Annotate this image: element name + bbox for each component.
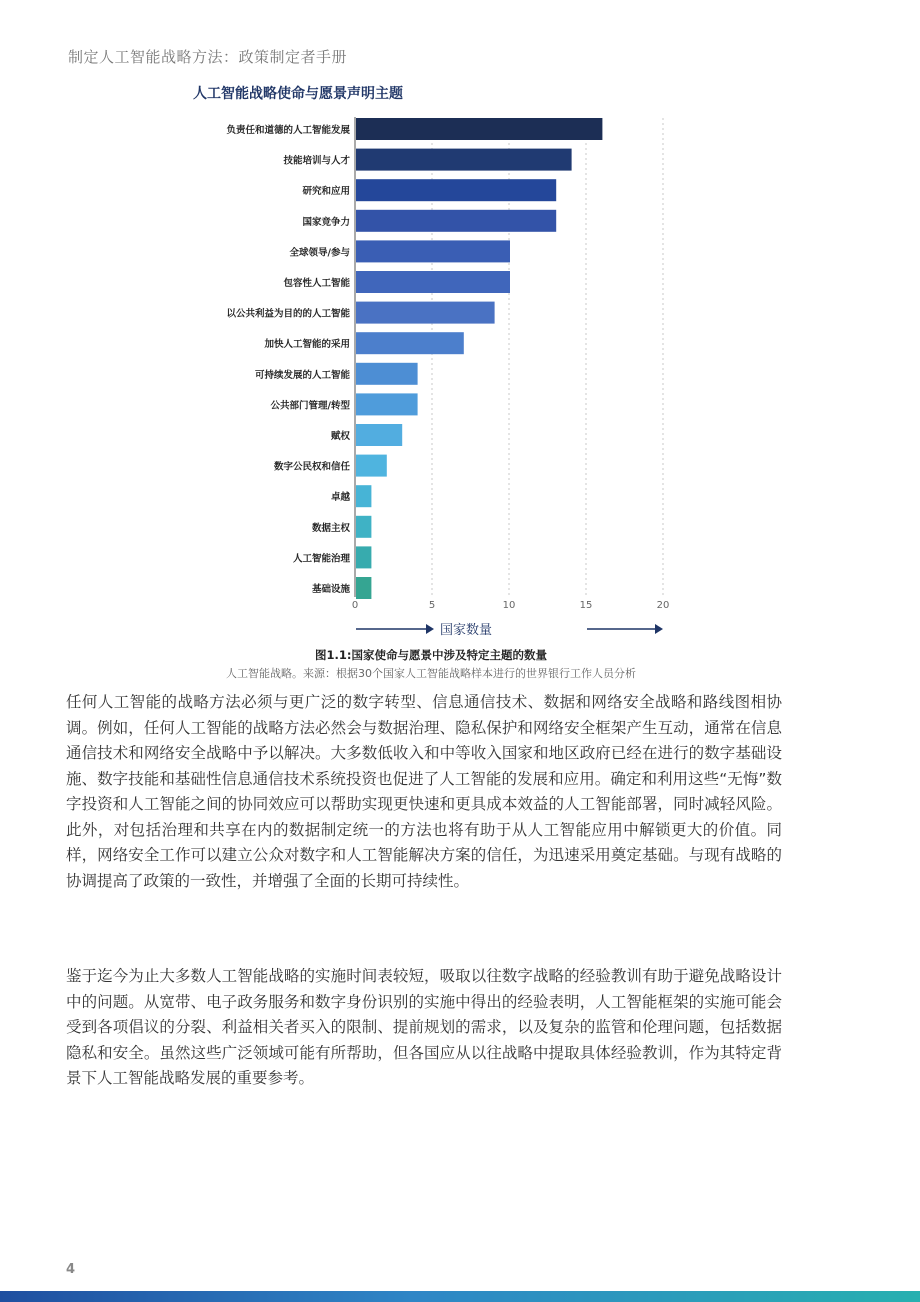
body-paragraph-1: 任何人工智能的战略方法必须与更广泛的数字转型、信息通信技术、数据和网络安全战略和路线图相协调。例如，任何人工智能的战略方法必然会与数据治理、隐私保护和网络安全框架产生互动，通常在信息通信技术和网络安全战略中予以解决。大多数低收入和中等收入国家和地区政府已经在进行的数字基础设施、数字技能和基础性信息通信技术系统投资也促进了人工智能的发展和应用。确定和利用这些“无悔”数字投资和人工智能之间的协同效应可以帮助实现更快速和更具成本效益的人工智能部署，同时减轻风险。此外，对包括治理和共享在内的数据制定统一的方法也将有助于从人工智能应用中解锁更大的价值。同样，网络安全工作可以建立公众对数字和人工智能解决方案的信任，为迅速采用奠定基础。与现有战略的协调提高了政策的一致性，并增强了全面的长期可持续性。 <box>66 693 782 890</box>
arrow-right-head <box>655 624 663 634</box>
bar <box>356 546 371 568</box>
bar <box>356 149 572 171</box>
bar <box>356 179 556 201</box>
category-label: 基础设施 <box>311 584 350 595</box>
bar <box>356 240 510 262</box>
bar <box>356 210 556 232</box>
category-label: 卓越 <box>330 492 350 504</box>
category-label: 数据主权 <box>311 522 350 534</box>
category-label: 数字公民权和信任 <box>273 461 350 473</box>
chart-category-labels <box>226 124 350 595</box>
category-label: 赋权 <box>330 431 350 442</box>
category-label: 全球领导/参与 <box>289 247 350 259</box>
bar-chart <box>0 0 920 645</box>
figure-source: 人工智能战略。来源：根据30个国家人工智能战略样本进行的世界银行工作人员分析 <box>226 667 636 680</box>
bar <box>356 424 402 446</box>
figure-caption: 图1.1:国家使命与愿景中涉及特定主题的数量 <box>315 648 547 662</box>
x-tick-label: 20 <box>656 600 670 611</box>
x-tick-label: 10 <box>502 600 516 611</box>
bar <box>356 577 371 599</box>
category-label: 加快人工智能的采用 <box>264 339 350 351</box>
category-label: 国家竞争力 <box>302 216 350 228</box>
bar <box>356 455 387 477</box>
category-label: 研究和应用 <box>302 186 350 198</box>
bar <box>356 363 418 385</box>
bar <box>356 271 510 293</box>
footer-accent-bar <box>0 1291 920 1302</box>
category-label: 公共部门管理/转型 <box>270 400 350 412</box>
category-label: 人工智能治理 <box>292 553 350 565</box>
chart-bars <box>356 118 602 599</box>
chart-title: 人工智能战略使命与愿景声明主题 <box>193 86 403 102</box>
category-label: 以公共利益为目的的人工智能 <box>226 308 350 320</box>
x-tick-label: 5 <box>428 600 436 611</box>
x-axis-label-group <box>356 622 663 638</box>
x-tick-label: 15 <box>579 600 593 611</box>
x-tick-label: 0 <box>351 600 359 611</box>
chart-x-ticks <box>352 600 670 611</box>
category-label: 可持续发展的人工智能 <box>254 369 350 381</box>
bar <box>356 485 371 507</box>
running-header: 制定人工智能战略方法：政策制定者手册 <box>68 48 348 66</box>
category-label: 负责任和道德的人工智能发展 <box>226 125 350 136</box>
bar <box>356 302 495 324</box>
bar <box>356 393 418 415</box>
page-number: 4 <box>66 1262 76 1277</box>
arrow-left-head <box>426 624 434 634</box>
x-axis-label: 国家数量 <box>439 623 493 638</box>
body-paragraph-2: 鉴于迄今为止大多数人工智能战略的实施时间表较短，吸取以往数字战略的经验教训有助于避免战略设计中的问题。从宽带、电子政务服务和数字身份识别的实施中得出的经验表明，人工智能框架的实施可能会受到各项倡议的分裂、利益相关者买入的限制、提前规划的需求，以及复杂的监管和伦理问题，包括数据隐私和安全。虽然这些广泛领域可能有所帮助，但各国应从以往战略中提取具体经验教训，作为其特定背景下人工智能战略发展的重要参考。 <box>66 967 782 1087</box>
bar <box>356 516 371 538</box>
bar <box>356 118 602 140</box>
category-label: 包容性人工智能 <box>283 278 350 289</box>
category-label: 技能培训与人才 <box>283 155 350 167</box>
bar <box>356 332 464 354</box>
